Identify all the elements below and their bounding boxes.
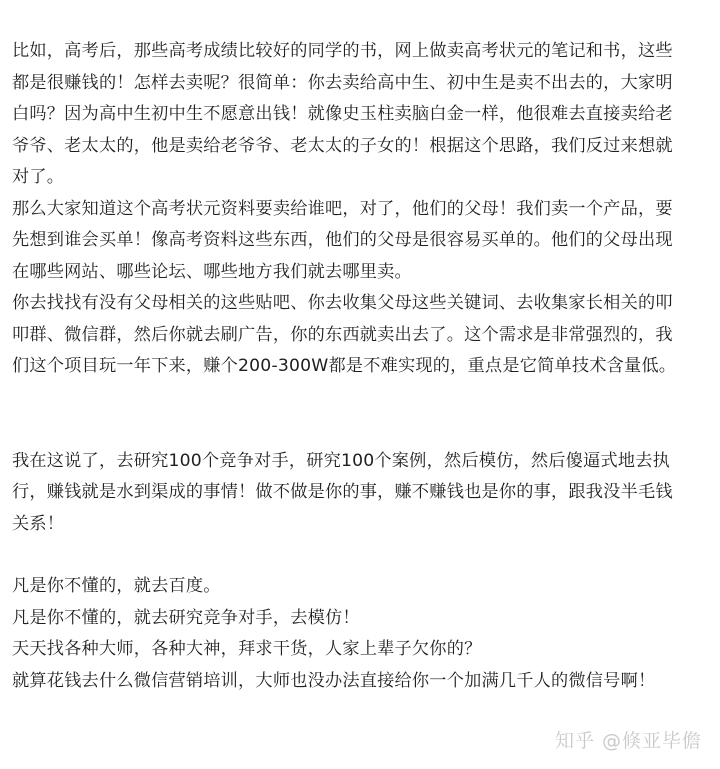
paragraph-line: 凡是你不懂的，就去百度。: [12, 576, 221, 596]
paragraph-2: [12, 194, 712, 289]
paragraph-line: 白吗？因为高中生初中生不愿意出钱！就像史玉柱卖脑白金一样，他很难去直接卖给老: [12, 104, 673, 124]
paragraph-line: 叩群、微信群，然后你就去刷广告，你的东西就卖出去了。这个需求是非常强烈的，我: [12, 324, 673, 345]
paragraph-1: [12, 36, 712, 194]
paragraph-4: [12, 446, 712, 541]
paragraph-line: 先想到谁会买单！像高考资料这些东西，他们的父母是很容易买单的。他们的父母出现: [12, 230, 673, 250]
paragraph-spacer: [12, 540, 712, 571]
zhihu-watermark: 知乎 @倏亚毕儋: [554, 730, 702, 752]
paragraph-line: 我在这说了，去研究100个竞争对手，研究100个案例，然后模仿，然后傻逼式地去执: [12, 450, 670, 471]
paragraph-line: 凡是你不懂的，就去研究竞争对手，去模仿！: [12, 607, 360, 628]
paragraph-line: 都是很赚钱的！怎样去卖呢？很简单：你去卖给高中生、初中生是卖不出去的，大家明: [12, 72, 673, 93]
paragraph-line: 爷爷、老太太的，他是卖给老爷爷、老太太的子女的！根据这个思路，我们反过来想就: [12, 135, 673, 156]
paragraph-spacer: [12, 383, 712, 446]
paragraph-line: 们这个项目玩一年下来，赚个200-300W都是不难实现的，重点是它简单技术含量低。: [12, 356, 677, 376]
paragraph-line: 你去找找有没有父母相关的这些贴吧、你去收集父母这些关键词、去收集家长相关的叩: [12, 293, 673, 313]
paragraph-line: 在哪些网站、哪些论坛、哪些地方我们就去哪里卖。: [12, 261, 412, 282]
paragraph-line: 就算花钱去什么微信营销培训，大师也没办法直接给你一个加满几千人的微信号啊！: [12, 670, 656, 691]
paragraph-line: 比如，高考后，那些高考成绩比较好的同学的书，网上做卖高考状元的笔记和书，这些: [12, 41, 673, 61]
paragraph-line: 那么大家知道这个高考状元资料要卖给谁吧，对了，他们的父母！我们卖一个产品，要: [12, 198, 673, 219]
paragraph-line: 行，赚钱就是水到渠成的事情！做不做是你的事，赚不赚钱也是你的事，跟我没半毛钱: [12, 482, 673, 502]
paragraph-5: [12, 571, 712, 697]
article-body: [12, 36, 712, 697]
paragraph-line: 天天找各种大师，各种大神，拜求干货，人家上辈子欠你的？: [12, 639, 482, 659]
paragraph-3: [12, 288, 712, 383]
paragraph-line: 关系！: [12, 513, 65, 534]
paragraph-line: 对了。: [12, 167, 65, 187]
